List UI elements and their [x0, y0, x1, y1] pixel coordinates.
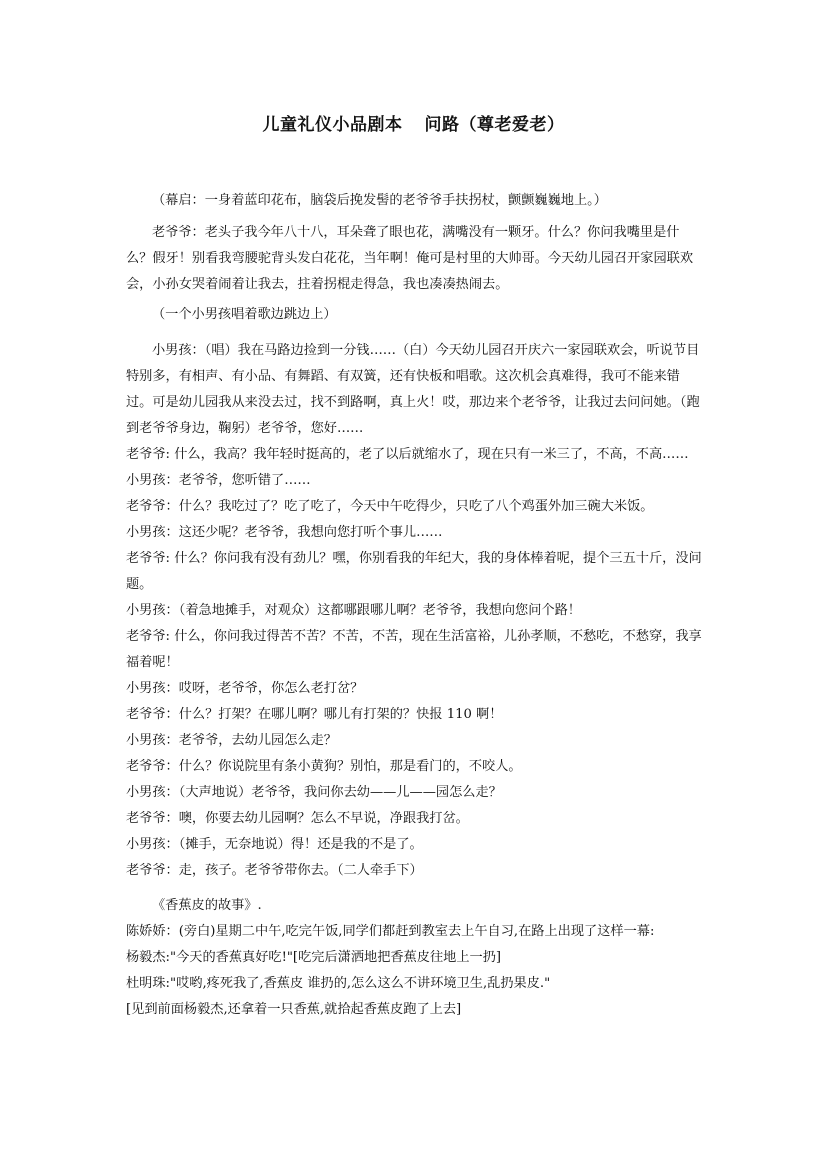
- dialogue-line: 老爷爷: 什么，我高？我年轻时挺高的，老了以后就缩水了，现在只有一米三了，不高，不高……: [126, 447, 689, 462]
- section-line: 杨毅杰:"今天的香蕉真好吃!"[吃完后潇洒地把香蕉皮往地上一扔]: [126, 950, 502, 965]
- dialogue-line: 小男孩：（大声地说）老爷爷，我问你去幼——儿——园怎么走？: [126, 785, 502, 800]
- dialogue-line: 老爷爷：什么？打架？在哪儿啊？哪儿有打架的？快报 110 啊！: [126, 707, 503, 722]
- dialogue-line: 老爷爷：什么？你说院里有条小黄狗？别怕，那是看门的，不咬人。: [126, 759, 522, 774]
- dialogue-line: 小男孩：哎呀，老爷爷，你怎么老打岔？: [126, 681, 364, 696]
- dialogue-line: 老爷爷：噢，你要去幼儿园啊？怎么不早说，净跟我打岔。: [126, 811, 469, 826]
- page-title: [0, 110, 827, 135]
- dialogue-line: 老爷爷: 什么，你问我过得苦不苦？不苦，不苦，现在生活富裕，儿孙孝顺，不愁吃，不愁穿，我享福着呢！: [126, 629, 702, 670]
- dialogue-line: 小男孩：老爷爷，您听错了……: [126, 473, 311, 488]
- title-main: 儿童礼仪小品剧本: [262, 115, 403, 135]
- section-line: 陈娇娇：(旁白)星期二中午,吃完午饭,同学们都赶到教室去上午自习,在路上出现了这样一幕:: [126, 924, 655, 939]
- script-body: [126, 188, 704, 1023]
- dialogue-line: 老爷爷：什么？我吃过了？吃了吃了，今天中午吃得少，只吃了八个鸡蛋外加三碗大米饭。: [126, 499, 654, 514]
- stage-direction: （幕启：一身着蓝印花布，脑袋后挽发髻的老爷爷手扶拐杖，颤颤巍巍地上。）: [152, 193, 607, 208]
- dialogue-line: 小男孩：（着急地摊手，对观众）这都哪跟哪儿啊？老爷爷，我想向您问个路！: [126, 603, 581, 618]
- dialogue-line: 小男孩：老爷爷，去幼儿园怎么走？: [126, 733, 337, 748]
- title-sub: 问路（尊老爱老）: [424, 115, 565, 135]
- grandpa-monologue: 老爷爷：老头子我今年八十八，耳朵聋了眼也花，满嘴没有一颗牙。什么？你问我嘴里是什么？假牙！别看我弯腰驼背头发白花花，当年啊！俺可是村里的大帅哥。今天幼儿园召开家园联欢会，小孙女哭着闹着让我去，拄着拐棍走得急，我也凑凑热闹去。: [126, 225, 694, 292]
- dialogue-line: 老爷爷: 什么？你问我有没有劲儿？嘿，你别看我的年纪大，我的身体棒着呢，提个三五十斤，没问题。: [126, 551, 702, 592]
- stage-direction: （一个小男孩唱着歌边跳边上）: [152, 307, 337, 322]
- dialogue-line: 小男孩：（摊手，无奈地说）得！还是我的不是了。: [126, 837, 423, 852]
- section-line: 杜明珠:"哎哟,疼死我了,香蕉皮 谁扔的,怎么这么不讲环境卫生,乱扔果皮.": [126, 976, 551, 991]
- section-title: 《香蕉皮的故事》.: [152, 898, 262, 913]
- boy-monologue: 小男孩：（唱）我在马路边捡到一分钱……（白）今天幼儿园召开庆六一家园联欢会，听说节目特别多，有相声、有小品、有舞蹈、有双簧，还有快板和唱歌。这次机会真难得，我可不能来错过。可是幼儿园我从来没去过，找不到路啊，真上火！哎，那边来个老爷爷，让我过去问问她。（跑到老爷爷身边，鞠躬）老爷爷，您好……: [126, 343, 700, 436]
- dialogue-line: 小男孩：这还少呢？老爷爷，我想向您打听个事儿……: [126, 525, 443, 540]
- dialogue-line: 老爷爷：走，孩子。老爷爷带你去。（二人牵手下）: [126, 863, 423, 878]
- section-line: [见到前面杨毅杰,还拿着一只香蕉,就拾起香蕉皮跑了上去]: [126, 1002, 462, 1017]
